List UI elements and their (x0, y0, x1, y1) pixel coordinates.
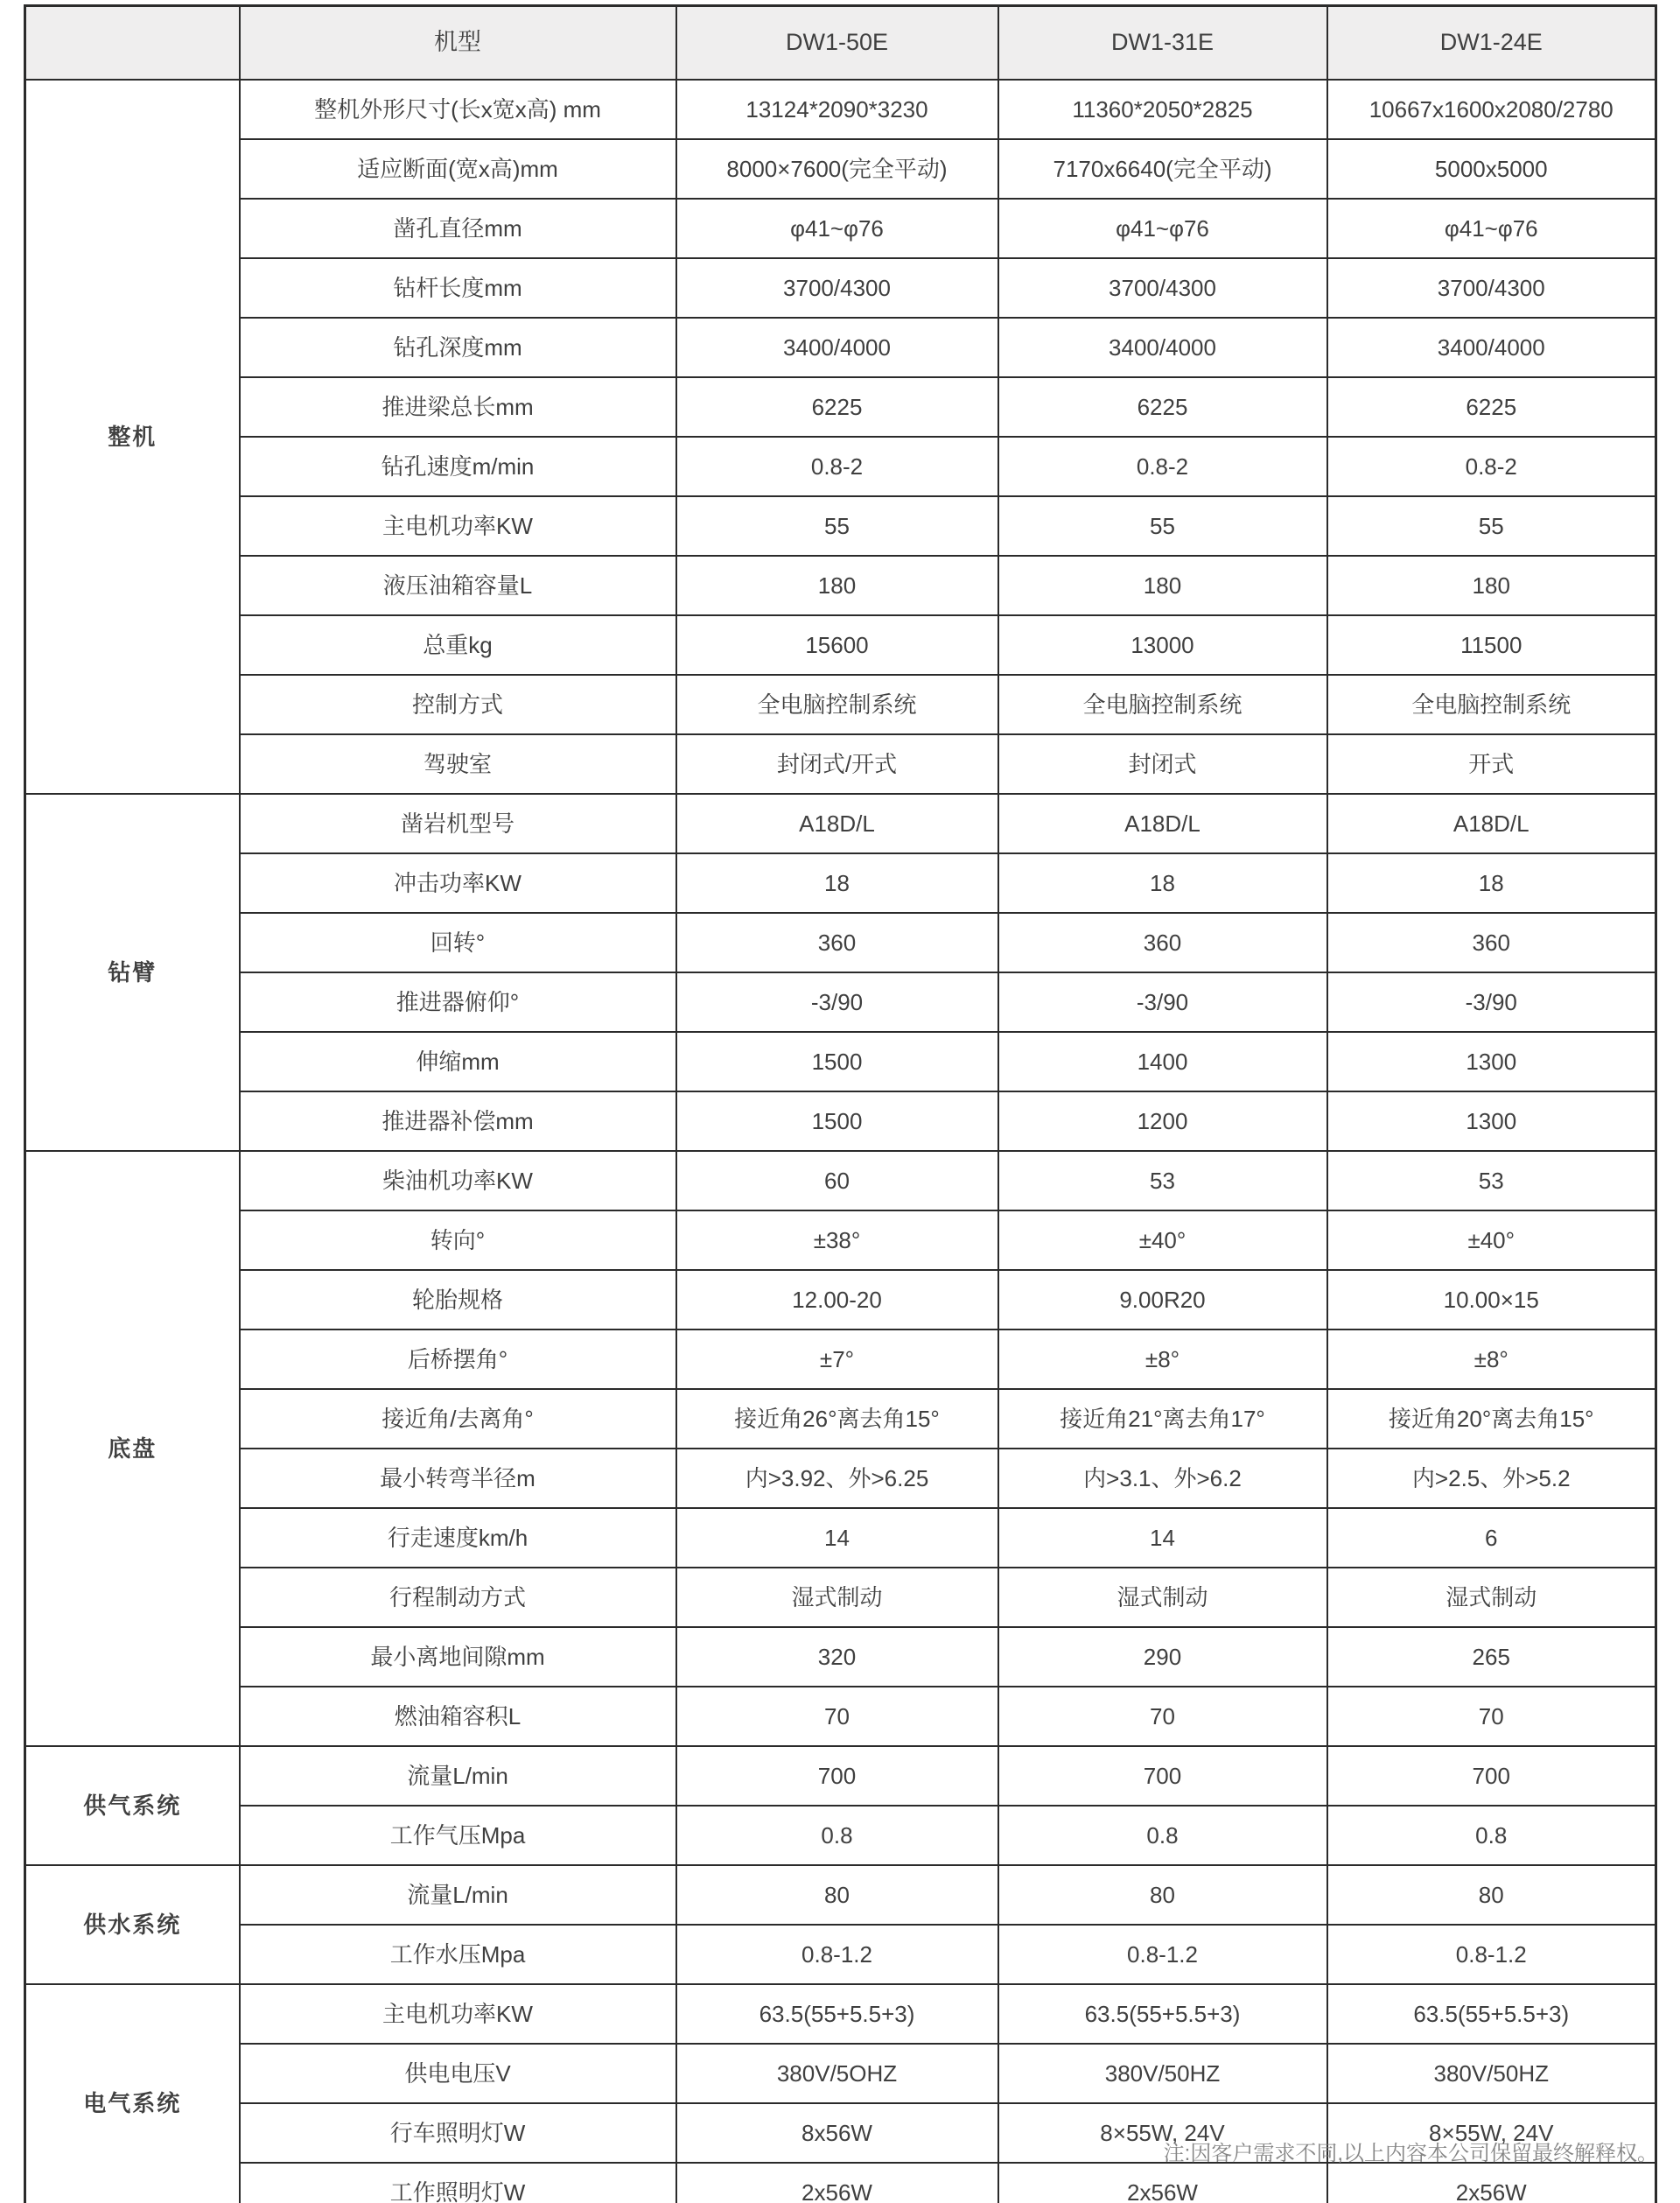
spec-value: 14 (676, 1508, 998, 1568)
spec-value: 70 (676, 1687, 998, 1746)
spec-value: 0.8 (998, 1806, 1327, 1865)
param-label: 接近角/去离角° (240, 1389, 676, 1449)
table-row (25, 1984, 1656, 2044)
spec-value: 9.00R20 (998, 1270, 1327, 1330)
spec-value: 700 (676, 1746, 998, 1806)
param-label: 燃油箱容积L (240, 1687, 676, 1746)
param-label: 钻孔速度m/min (240, 437, 676, 496)
spec-value: φ41~φ76 (676, 199, 998, 258)
spec-value: 700 (998, 1746, 1327, 1806)
spec-value: 2x56W (1327, 2163, 1656, 2203)
spec-value: 63.5(55+5.5+3) (676, 1984, 998, 2044)
table-row (25, 556, 1656, 615)
param-label: 推进器俯仰° (240, 972, 676, 1032)
spec-value: 1500 (676, 1032, 998, 1091)
table-row (25, 258, 1656, 318)
param-label: 凿岩机型号 (240, 794, 676, 853)
spec-value: 70 (1327, 1687, 1656, 1746)
spec-value: 湿式制动 (676, 1568, 998, 1627)
spec-value: 265 (1327, 1627, 1656, 1687)
spec-value: 10.00×15 (1327, 1270, 1656, 1330)
spec-value: 接近角20°离去角15° (1327, 1389, 1656, 1449)
spec-value: 55 (1327, 496, 1656, 556)
param-label: 工作水压Mpa (240, 1925, 676, 1984)
table-row (25, 1210, 1656, 1270)
spec-value: ±8° (1327, 1330, 1656, 1389)
group-cell-water-supply: 供水系统 (25, 1865, 240, 1984)
spec-value: A18D/L (676, 794, 998, 853)
spec-value: 18 (676, 853, 998, 913)
spec-value: 0.8-1.2 (676, 1925, 998, 1984)
spec-value: 0.8 (676, 1806, 998, 1865)
spec-value: 3700/4300 (998, 258, 1327, 318)
spec-value: φ41~φ76 (998, 199, 1327, 258)
spec-value: 6 (1327, 1508, 1656, 1568)
spec-value: 70 (998, 1687, 1327, 1746)
param-label: 冲击功率KW (240, 853, 676, 913)
model-header-dw1-31e: DW1-31E (998, 6, 1327, 81)
spec-value: 290 (998, 1627, 1327, 1687)
param-label: 行走速度km/h (240, 1508, 676, 1568)
table-row (25, 972, 1656, 1032)
spec-value: 55 (998, 496, 1327, 556)
spec-value: 内>3.1、外>6.2 (998, 1449, 1327, 1508)
spec-value: 1300 (1327, 1032, 1656, 1091)
spec-value: 3400/4000 (676, 318, 998, 377)
param-label: 柴油机功率KW (240, 1151, 676, 1210)
spec-value: 6225 (676, 377, 998, 437)
spec-table (24, 4, 1657, 2203)
header-row (25, 6, 1656, 81)
spec-value: 2x56W (998, 2163, 1327, 2203)
spec-value: 80 (676, 1865, 998, 1925)
spec-value: 18 (998, 853, 1327, 913)
spec-value: 6225 (1327, 377, 1656, 437)
group-cell-air-supply: 供气系统 (25, 1746, 240, 1865)
spec-value: 1400 (998, 1032, 1327, 1091)
table-row (25, 1151, 1656, 1210)
spec-value: 6225 (998, 377, 1327, 437)
spec-value: 15600 (676, 615, 998, 675)
spec-value: 1200 (998, 1091, 1327, 1151)
spec-value: 湿式制动 (998, 1568, 1327, 1627)
spec-value: 8x56W (676, 2103, 998, 2163)
table-row (25, 1568, 1656, 1627)
footer-note: 注:因客户需求不同,以上内容本公司保留最终解释权。 (1163, 2142, 1658, 2165)
corner-cell (25, 6, 240, 81)
spec-value: 60 (676, 1151, 998, 1210)
spec-value: -3/90 (998, 972, 1327, 1032)
spec-value: 0.8-1.2 (998, 1925, 1327, 1984)
param-label: 供电电压V (240, 2044, 676, 2103)
table-row (25, 675, 1656, 734)
spec-value: 13000 (998, 615, 1327, 675)
table-row (25, 1746, 1656, 1806)
spec-value: 11500 (1327, 615, 1656, 675)
spec-value: 180 (1327, 556, 1656, 615)
param-label: 主电机功率KW (240, 1984, 676, 2044)
table-row (25, 1627, 1656, 1687)
table-row (25, 2044, 1656, 2103)
spec-value: 2x56W (676, 2163, 998, 2203)
spec-value: 380V/5OHZ (676, 2044, 998, 2103)
spec-value: 3400/4000 (1327, 318, 1656, 377)
table-row (25, 1449, 1656, 1508)
spec-value: 80 (1327, 1865, 1656, 1925)
param-label: 驾驶室 (240, 734, 676, 794)
group-cell-whole-machine: 整机 (25, 80, 240, 794)
model-header-dw1-50e: DW1-50E (676, 6, 998, 81)
spec-value: A18D/L (998, 794, 1327, 853)
param-label: 液压油箱容量L (240, 556, 676, 615)
param-label: 总重kg (240, 615, 676, 675)
spec-value: φ41~φ76 (1327, 199, 1656, 258)
spec-value: 0.8 (1327, 1806, 1656, 1865)
table-row (25, 1270, 1656, 1330)
spec-value: 10667x1600x2080/2780 (1327, 80, 1656, 139)
spec-value: ±8° (998, 1330, 1327, 1389)
table-row (25, 437, 1656, 496)
spec-value: 1500 (676, 1091, 998, 1151)
spec-value: -3/90 (1327, 972, 1656, 1032)
param-label: 流量L/min (240, 1746, 676, 1806)
param-label: 钻杆长度mm (240, 258, 676, 318)
group-cell-electrical: 电气系统 (25, 1984, 240, 2203)
spec-value: 55 (676, 496, 998, 556)
table-row (25, 2163, 1656, 2203)
spec-value: 8000×7600(完全平动) (676, 139, 998, 199)
param-label: 回转° (240, 913, 676, 972)
spec-value: ±40° (1327, 1210, 1656, 1270)
spec-value: 封闭式/开式 (676, 734, 998, 794)
param-label: 工作照明灯W (240, 2163, 676, 2203)
spec-value: 3400/4000 (998, 318, 1327, 377)
spec-value: 63.5(55+5.5+3) (998, 1984, 1327, 2044)
table-row (25, 1687, 1656, 1746)
spec-value: 接近角21°离去角17° (998, 1389, 1327, 1449)
spec-value: 18 (1327, 853, 1656, 913)
param-label: 轮胎规格 (240, 1270, 676, 1330)
spec-value: 63.5(55+5.5+3) (1327, 1984, 1656, 2044)
spec-value: 8×55W, 24V (1327, 2103, 1656, 2163)
spec-value: 1300 (1327, 1091, 1656, 1151)
table-row (25, 1389, 1656, 1449)
spec-value: ±7° (676, 1330, 998, 1389)
param-label: 适应断面(宽x高)mm (240, 139, 676, 199)
table-row (25, 1865, 1656, 1925)
table-row (25, 199, 1656, 258)
spec-value: 700 (1327, 1746, 1656, 1806)
spec-value: 5000x5000 (1327, 139, 1656, 199)
param-label: 主电机功率KW (240, 496, 676, 556)
spec-value: 360 (676, 913, 998, 972)
param-label: 工作气压Mpa (240, 1806, 676, 1865)
group-cell-chassis: 底盘 (25, 1151, 240, 1746)
spec-value: 封闭式 (998, 734, 1327, 794)
spec-value: A18D/L (1327, 794, 1656, 853)
param-label: 钻孔深度mm (240, 318, 676, 377)
spec-value: 接近角26°离去角15° (676, 1389, 998, 1449)
spec-value: 360 (1327, 913, 1656, 972)
spec-value: -3/90 (676, 972, 998, 1032)
table-row (25, 794, 1656, 853)
param-label: 凿孔直径mm (240, 199, 676, 258)
param-label: 行车照明灯W (240, 2103, 676, 2163)
spec-value: 全电脑控制系统 (998, 675, 1327, 734)
spec-value: 180 (676, 556, 998, 615)
spec-value: ±40° (998, 1210, 1327, 1270)
table-row (25, 1032, 1656, 1091)
spec-value: 0.8-2 (998, 437, 1327, 496)
spec-value: 3700/4300 (1327, 258, 1656, 318)
spec-value: 53 (1327, 1151, 1656, 1210)
param-label: 伸缩mm (240, 1032, 676, 1091)
spec-value: 内>2.5、外>5.2 (1327, 1449, 1656, 1508)
spec-value: 0.8-1.2 (1327, 1925, 1656, 1984)
spec-value: 0.8-2 (1327, 437, 1656, 496)
param-label: 最小转弯半径m (240, 1449, 676, 1508)
table-row (25, 377, 1656, 437)
param-label: 行程制动方式 (240, 1568, 676, 1627)
spec-value: 180 (998, 556, 1327, 615)
table-row (25, 853, 1656, 913)
spec-value: 开式 (1327, 734, 1656, 794)
param-label: 最小离地间隙mm (240, 1627, 676, 1687)
spec-value: 12.00-20 (676, 1270, 998, 1330)
param-label: 推进梁总长mm (240, 377, 676, 437)
param-label: 整机外形尺寸(长x宽x高) mm (240, 80, 676, 139)
group-cell-drill-arm: 钻臂 (25, 794, 240, 1151)
spec-value: 8×55W, 24V (998, 2103, 1327, 2163)
table-row (25, 318, 1656, 377)
table-row (25, 1508, 1656, 1568)
spec-value: 11360*2050*2825 (998, 80, 1327, 139)
spec-value: ±38° (676, 1210, 998, 1270)
param-label: 控制方式 (240, 675, 676, 734)
model-row-label: 机型 (240, 6, 676, 81)
spec-value: 320 (676, 1627, 998, 1687)
table-row (25, 139, 1656, 199)
spec-value: 全电脑控制系统 (676, 675, 998, 734)
table-row (25, 913, 1656, 972)
table-row (25, 615, 1656, 675)
table-row (25, 1806, 1656, 1865)
model-header-dw1-24e: DW1-24E (1327, 6, 1656, 81)
table-row (25, 1091, 1656, 1151)
param-label: 后桥摆角° (240, 1330, 676, 1389)
spec-value: 7170x6640(完全平动) (998, 139, 1327, 199)
spec-value: 53 (998, 1151, 1327, 1210)
param-label: 流量L/min (240, 1865, 676, 1925)
table-row (25, 80, 1656, 139)
param-label: 转向° (240, 1210, 676, 1270)
spec-value: 全电脑控制系统 (1327, 675, 1656, 734)
spec-value: 内>3.92、外>6.25 (676, 1449, 998, 1508)
spec-value: 380V/50HZ (998, 2044, 1327, 2103)
spec-value: 380V/50HZ (1327, 2044, 1656, 2103)
spec-value: 80 (998, 1865, 1327, 1925)
spec-value: 14 (998, 1508, 1327, 1568)
table-row (25, 734, 1656, 794)
param-label: 推进器补偿mm (240, 1091, 676, 1151)
spec-value: 3700/4300 (676, 258, 998, 318)
spec-value: 0.8-2 (676, 437, 998, 496)
spec-value: 湿式制动 (1327, 1568, 1656, 1627)
table-row (25, 496, 1656, 556)
spec-value: 13124*2090*3230 (676, 80, 998, 139)
table-row (25, 1330, 1656, 1389)
table-row (25, 1925, 1656, 1984)
spec-value: 360 (998, 913, 1327, 972)
